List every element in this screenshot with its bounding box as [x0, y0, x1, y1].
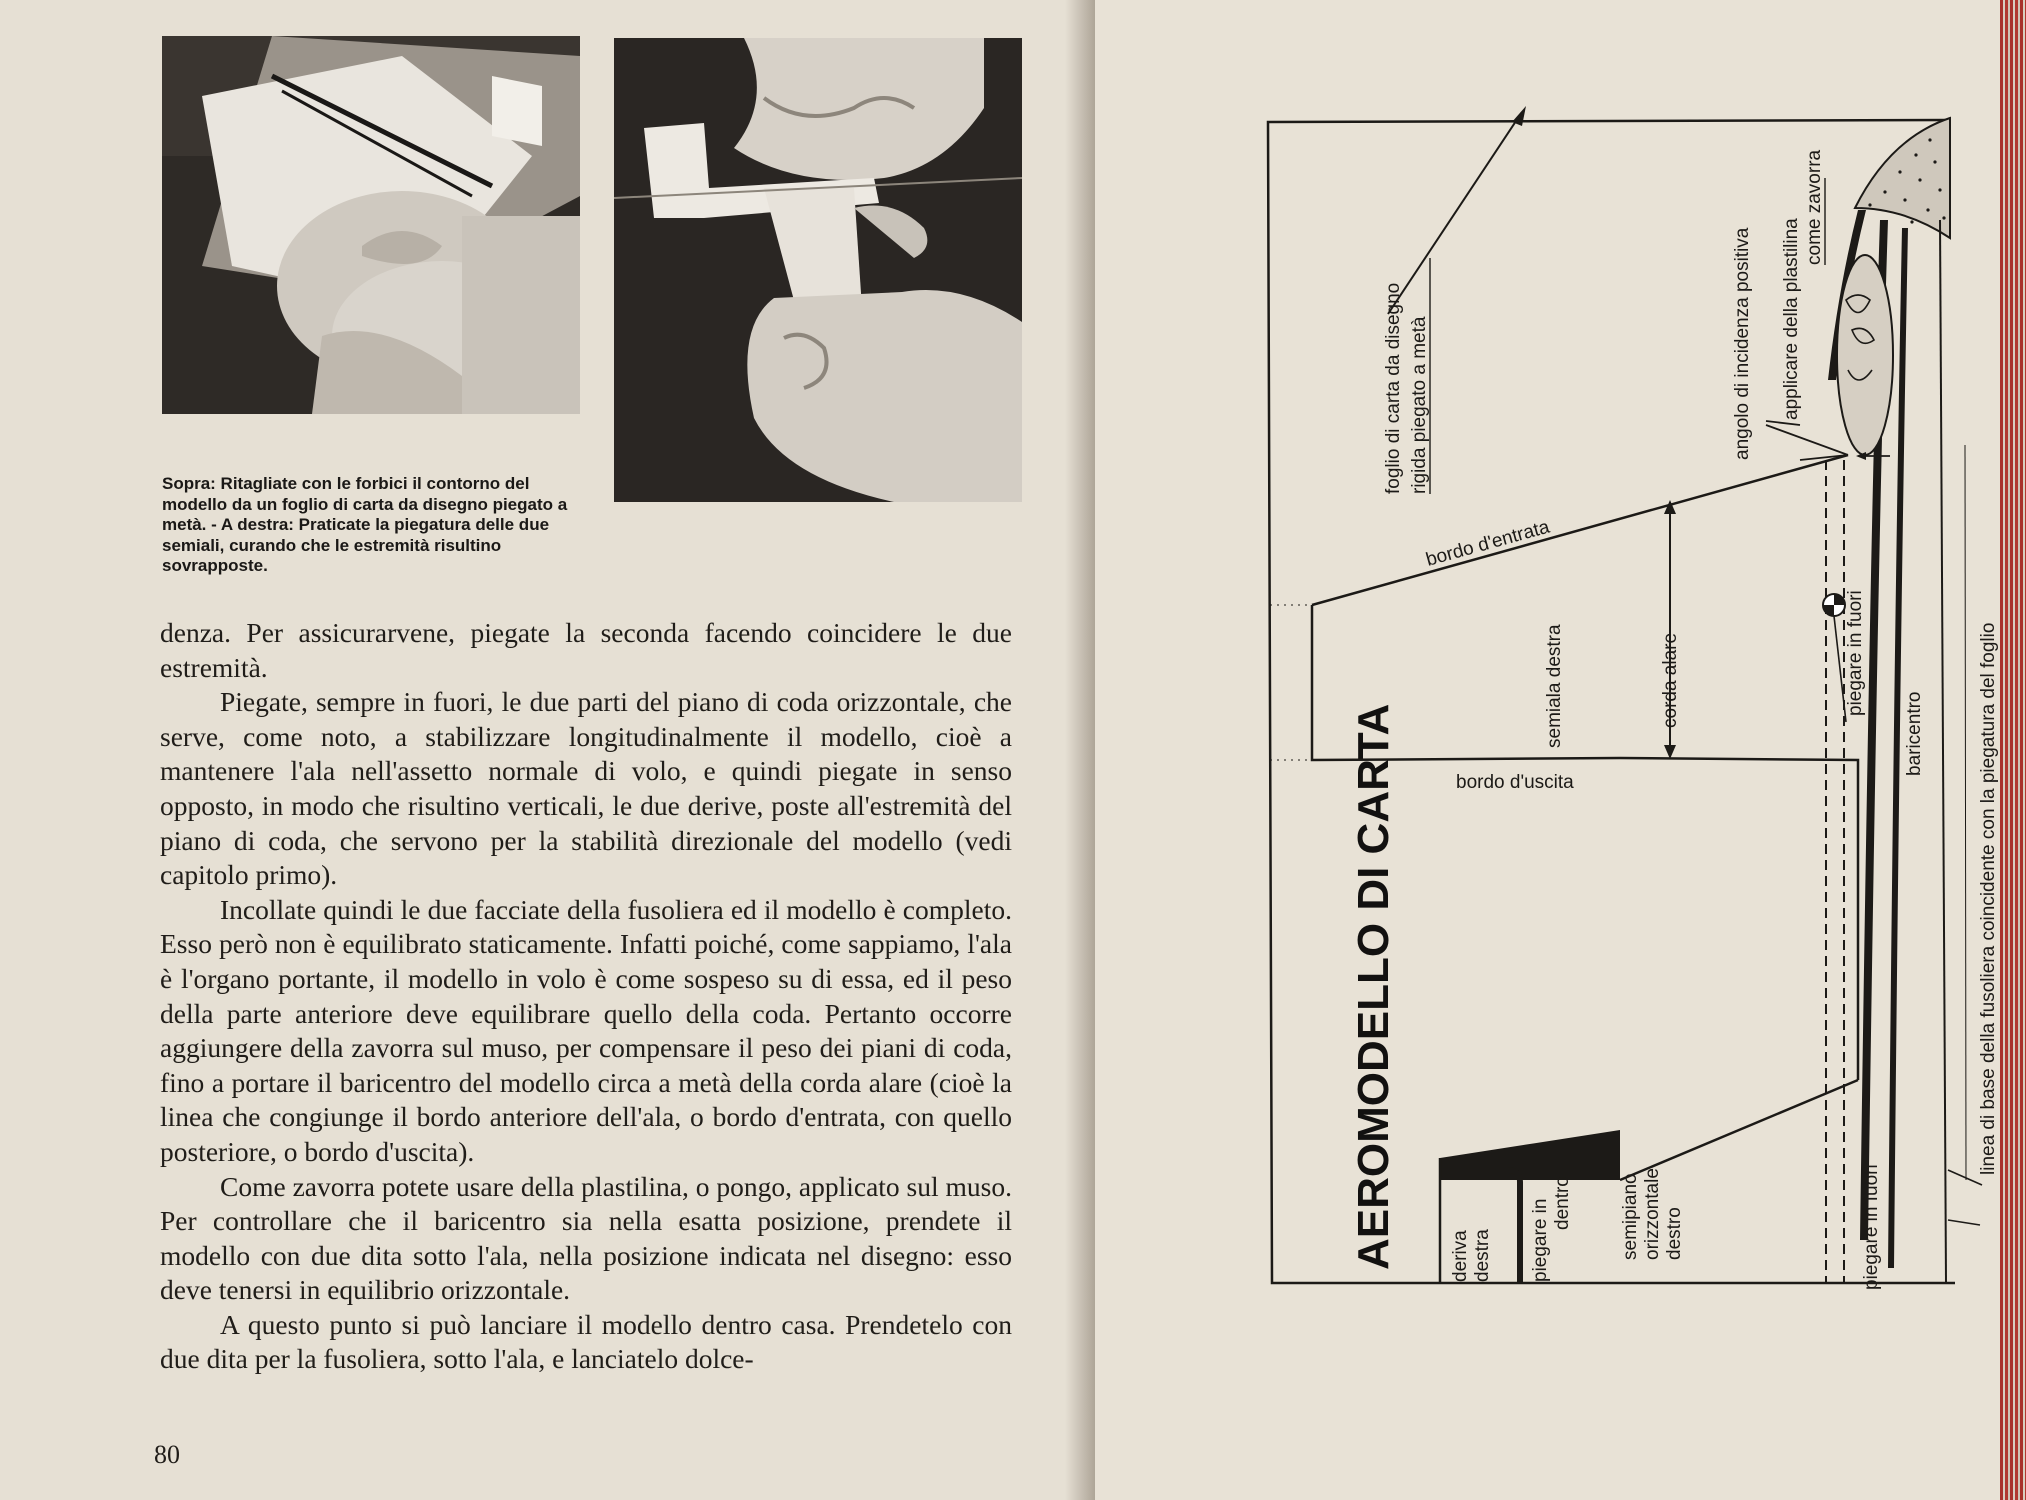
diagram-svg	[1240, 100, 2010, 1340]
label-piegare-dentro-line1: piegare in	[1530, 1198, 1551, 1282]
body-text	[160, 616, 1012, 1377]
label-plastilina-line2: come zavorra	[1804, 149, 1825, 265]
wing-trailing-edge	[1620, 758, 1858, 1080]
label-piegare-fuori-top: piegare in fuori	[1845, 590, 1866, 716]
label-corda-alare: corda alare	[1660, 632, 1681, 728]
diagram-title: AEROMODELLO DI CARTA	[1349, 703, 1398, 1270]
paragraph-2: Piegate, sempre in fuori, le due parti del piano di coda orizzontale, che serve, come noto, a stabilizzare longitudinalmente il modello, cioè a mantenere l'ala nell'assetto normale di volo, e quindi piegate in senso opposto, in modo che risultino verticali, le due derive, poste all'estremità del piano di coda, che servono per la stabilità direzionale del modello (vedi capitolo primo).	[160, 686, 1012, 891]
label-deriva-line2: destra	[1472, 1229, 1493, 1282]
plastilina-lens	[1837, 255, 1893, 455]
label-linea-base: linea di base della fusoliera coincidente con la piegatura del foglio	[1978, 622, 1999, 1175]
label-semiala-destra: semiala destra	[1544, 624, 1565, 748]
label-angolo-incidenza: angolo di incidenza positiva	[1732, 227, 1753, 460]
label-bordo-entrata: bordo d'entrata	[1423, 516, 1552, 571]
label-deriva-line1: deriva	[1450, 1230, 1471, 1282]
label-piegare-dentro-line2: dentro	[1552, 1176, 1573, 1230]
photo-folding-wings	[614, 38, 1022, 502]
label-semipiano-line2: orizzontale	[1642, 1168, 1663, 1260]
photo-caption: Sopra: Ritagliate con le forbici il contorno del modello da un foglio di carta da disegno piegato a metà. - A destra: Praticate la piegatura delle due semiali, curando che le estremità risultino sovrapposte.	[162, 474, 568, 575]
label-semipiano-line3: destro	[1664, 1207, 1685, 1260]
label-semipiano-line1: semipiano	[1620, 1173, 1641, 1260]
paragraph-5: A questo punto si può lanciare il modello dentro casa. Prendetelo con due dita per la fusoliera, sotto l'ala, e lanciatelo dolce-	[160, 1308, 1012, 1375]
paragraph-3: Incollate quindi le due facciate della fusoliera ed il modello è completo. Esso però non è equilibrato staticamente. Infatti poiché, come sappiamo, l'ala è l'organo portante, il modello in volo è come sospeso su di essa, ed il peso della parte anteriore deve equilibrare quello della coda. Pertanto occorre aggiungere della zavorra sul muso, per compensare il peso dei piani di coda, fino a portare il baricentro del modello circa a metà della corda alare (cioè la linea che congiunge il bordo anteriore dell'ala, o bordo d'entrata, con quello posteriore, o bordo d'uscita).	[160, 893, 1012, 1167]
tail-leading-edge	[1620, 1080, 1858, 1180]
nose-ballast	[1855, 118, 1950, 238]
photo-cutting-with-scissors	[162, 36, 580, 414]
label-foglio-line1: foglio di carta da disegno	[1383, 282, 1404, 494]
label-plastilina-line1: applicare della plastilina	[1781, 218, 1802, 420]
label-bordo-uscita: bordo d'uscita	[1456, 772, 1574, 793]
paragraph-1: denza. Per assicurarvene, piegate la seconda facendo coincidere le due estremità.	[160, 617, 1012, 683]
page-number: 80	[154, 1440, 180, 1469]
label-baricentro: baricentro	[1904, 691, 1925, 776]
label-piegare-fuori-bottom: piegare in fuori	[1861, 1164, 1882, 1290]
label-foglio-line2: rigida piegato a metà	[1409, 316, 1430, 494]
paragraph-4: Come zavorra potete usare della plastilina, o pongo, applicato sul muso. Per controllare che il baricentro sia nella esatta posizione, prendete il modello con due dita sotto l'ala, nella posizione indicata nel disegno: esso deve tenersi in equilibrio orizzontale.	[160, 1170, 1012, 1306]
paper-airplane-diagram	[1240, 100, 2010, 1340]
